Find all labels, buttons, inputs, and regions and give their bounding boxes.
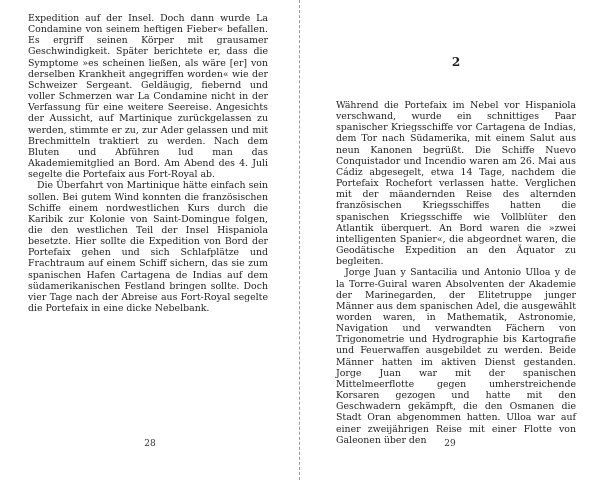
left-page-number: 28 xyxy=(144,439,156,449)
right-page-number: 29 xyxy=(444,439,456,449)
right-page xyxy=(300,0,600,480)
right-page-text xyxy=(336,100,576,446)
left-paragraph-1: Expedition auf der Insel. Doch dann wurde La Condamine von seinem heftigen Fieber« befallen. Es ergriff seinen Körper mit grausamer Geschwindigkeit. Später berichtete er, dass die Symptome »es scheinen ließen, als wäre [er] von derselben Krankheit angegriffen worden« wie der Schweizer Sergeant. Geldäugig, fiebernd und voller Schmerzen war La Condamine nicht in der Verfassung für eine weitere Seereise. Angesichts der Aussicht, auf Martinique zurückgelassen zu werden, stimmte er zu, zur Ader gelassen und mit Brechmitteln traktiert zu werden. Nach dem Bluten und Abführen lud man das Akademiemitglied an Bord. Am Abend des 4. Juli segelte die Portefaix aus Fort-Royal ab. xyxy=(28,13,268,181)
left-page-text xyxy=(28,13,268,314)
right-paragraph-1: Während die Portefaix im Nebel vor Hispaniola verschwand, wurde ein schnittiges Paar spanischer Kriegsschiffe vor Cartagena de Indias, dem Tor nach Südamerika, mit einem Salut aus neun Kanonen begrüßt. Die Schiffe Nuevo Conquistador und Incendio waren am 26. Mai aus Cádiz abgesegelt, etwa 14 Tage, nachdem die Portefaix Rochefort verlassen hatte. Verglichen mit der mäandernden Reise des alternden französischen Kriegsschiffes hatten die spanischen Kriegsschiffe wie Vollblüter den Atlantik überquert. An Bord waren die »zwei intelligenten Spanier«, die abgeordnet waren, die Geodätische Expedition an den Äquator zu begleiten. xyxy=(336,100,576,268)
chapter-number: 2 xyxy=(451,55,461,69)
right-paragraph-2: Jorge Juan y Santacilia und Antonio Ulloa y de la Torre-Guiral waren Absolventen der Akademie der Marinegarden, der Elitetruppe junger Männer aus dem spanischen Adel, die ausgewählt worden waren, in Mathematik, Astronomie, Navigation und verwandten Fächern von Trigonometrie und Hydrographie bis Kartografie und Feuerwaffen ausgebildet zu werden. Beide Männer hatten im aktiven Dienst gestanden. Jorge Juan war mit der spanischen Mittelmeerflotte gegen umherstreichende Korsaren gezogen und hatte mit den Geschwadern gekämpft, die den Osmanen die Stadt Oran abgenommen hatten. Ulloa war auf einer zweijährigen Reise mit einer Flotte von Galeonen über den xyxy=(336,267,576,446)
left-paragraph-2: Die Überfahrt von Martinique hätte einfach sein sollen. Bei gutem Wind konnten die französischen Schiffe einem nordwestlichen Kurs durch die Karibik zur Kolonie von Saint-Domingue folgen, die den westlichen Teil der Insel Hispaniola besetzte. Hier sollte die Expedition von Bord der Portefaix gehen und sich Schlafplätze und Frachtraum auf einem Schiff sichern, das sie zum spanischen Hafen Cartagena de Indias auf dem südamerikanischen Festland bringen sollte. Doch vier Tage nach der Abreise aus Fort-Royal segelte die Portefaix in eine dicke Nebelbank. xyxy=(28,180,268,315)
